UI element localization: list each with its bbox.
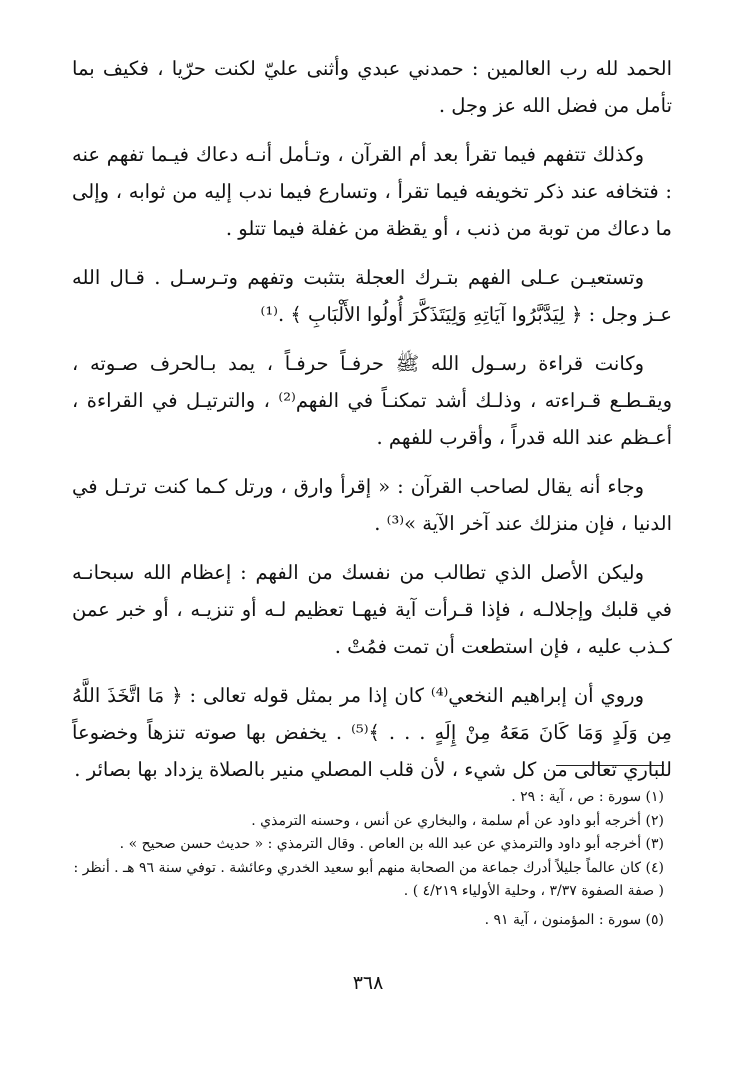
footnote-3: (٣) أخرجه أبو داود والترمذي عن عبد الله بن العاص . وقال الترمذي : « حديث حسن صحيح » . bbox=[119, 836, 664, 852]
footnote-divider bbox=[556, 765, 664, 766]
paragraph-6: وليكن الأصل الذي تطالب من نفسك من الفهم : إعظام الله سبحانـه في قلبك وإجلالـه ، فإذا قـرأت آية فيهـا تعظيم لـه أو تنزيـه ، أو خبر عمن كـذب عليه ، فإن استطعت أن تمت فمُتْ . bbox=[72, 561, 672, 658]
paragraph-7: وروي أن إبراهيم النخعي⁽⁴⁾ كان إذا مر بمثل قوله تعالى : ﴿ مَا اتَّخَذَ اللَّهُ مِن وَلَدٍ وَمَا كَانَ مَعَهُ مِنْ إِلَهٍ . . . ﴾⁽⁵⁾ . يخفض بها صوته تنزهاً وخضوعاً للباري تعالى من كل شيء ، لأن قلب المصلي منير بالصلاة يزداد بها بصائر . bbox=[72, 684, 673, 781]
footnote-4: (٤) كان عالماً جليلاً أدرك جماعة من الصحابة منهم أبو سعيد الخدري وعائشة . توفي سنة ٩٦ هـ . أنظر : ( صفة الصفوة ٣/٣٧ ، وحلية الأولياء ٤/٢١٩ ) . bbox=[73, 859, 664, 899]
main-text bbox=[72, 50, 672, 800]
paragraph-5: وجاء أنه يقال لصاحب القرآن : « إقرأ وارق ، ورتل كـما كنت ترتـل في الدنيا ، فإن منزلك عند آخر الآية »⁽³⁾ . bbox=[72, 475, 672, 535]
paragraph-4: وكانت قراءة رسـول الله ﷺ حرفـاً حرفـاً ، يمد بـالحرف صـوته ، ويقـطـع قـراءته ، وذلـك أشد تمكنـاً في الفهم⁽²⁾ ، والترتيـل في القراءة ، أعـظم عند الله قدراً ، وأقرب للفهم . bbox=[72, 352, 672, 449]
paragraph-3: وتستعيـن عـلى الفهم بتـرك العجلة بتثبت وتفهم وتـرسـل . قـال الله عـز وجل : ﴿ لِيَدَّبَّرُوا آيَاتِهِ وَلِيَتَذَكَّرَ أُولُوا الأَلْبَابِ ﴾ .⁽¹⁾ bbox=[72, 266, 672, 326]
footnote-1: (١) سورة : ص ، آية : ٢٩ . bbox=[511, 789, 664, 805]
paragraph-2: وكذلك تتفهم فيما تقرأ بعد أم القرآن ، وتـأمل أنـه دعاك فيـما تفهم عنه : فتخافه عند ذكر تخويفه فيما تقرأ ، وتسارع فيما ندب إليه من ثوابه ، وإلى ما دعاك من توبة من ذنب ، أو يقظة من غفلة فيما تتلو . bbox=[72, 143, 672, 240]
footnote-2: (٢) أخرجه أبو داود عن أم سلمة ، والبخاري عن أنس ، وحسنه الترمذي . bbox=[251, 812, 664, 829]
page-number: ٣٦٨ bbox=[352, 972, 384, 994]
paragraph-1: الحمد لله رب العالمين : حمدني عبدي وأثنى عليّ لكنت حرّيا ، فكيف بما تأمل من فضل الله عز وجل . bbox=[72, 57, 672, 117]
footnotes bbox=[64, 786, 664, 932]
footnote-5: (٥) سورة : المؤمنون ، آية ٩١ . bbox=[484, 911, 664, 928]
